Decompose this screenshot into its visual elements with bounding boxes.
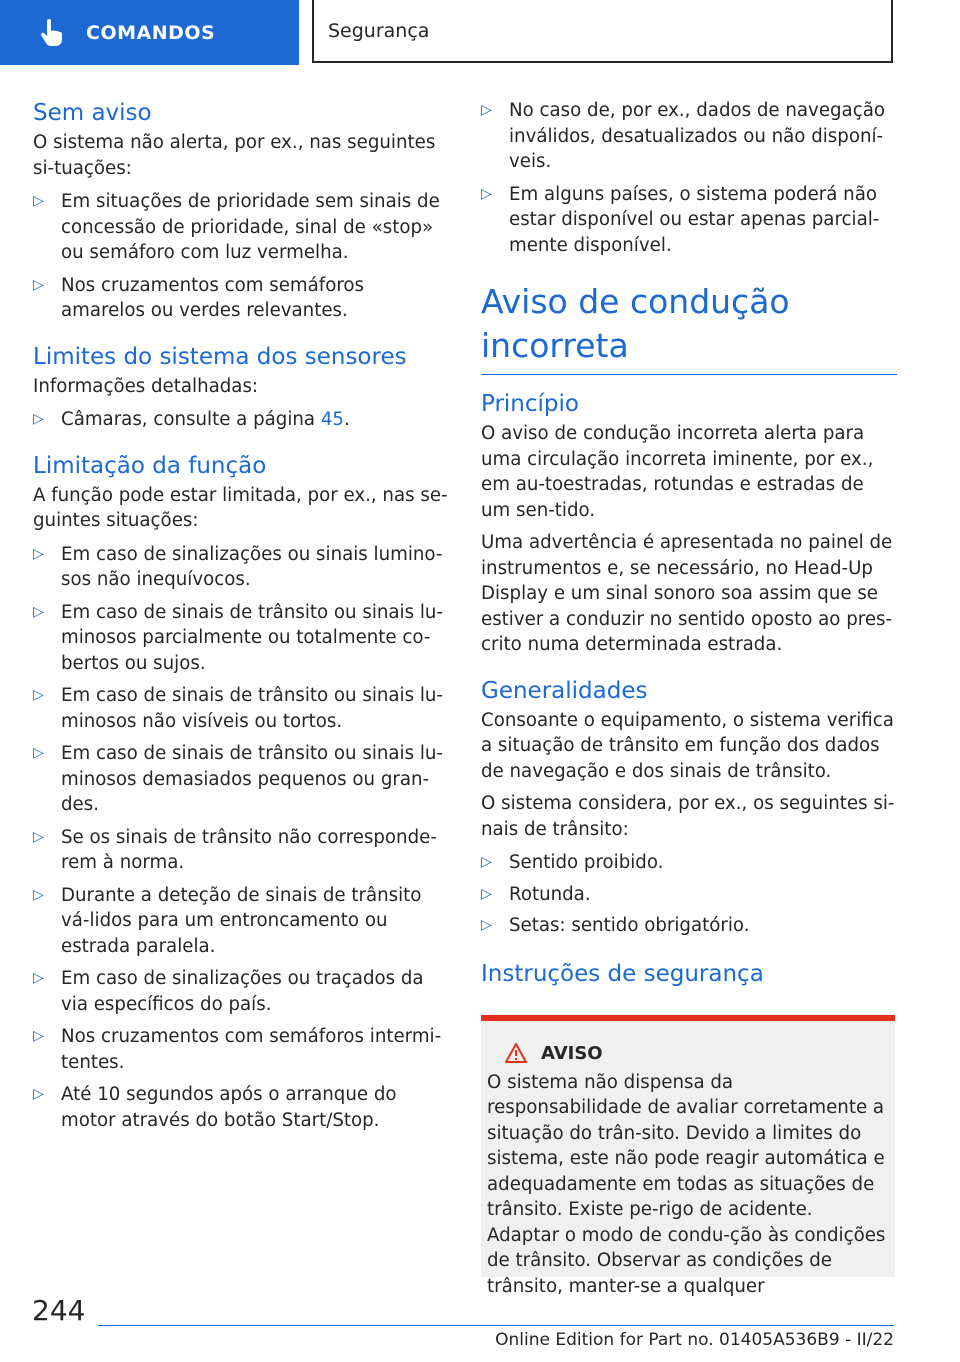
list-item: ▷ Câmaras, consulte a página 45. <box>33 407 449 433</box>
heading-sem-aviso: Sem aviso <box>33 100 152 126</box>
warning-text: O sistema não dispensa da responsabilidade de avaliar corretamente a situação do trân-sito. Devido a limites do sistema, este não pode reagir automática e adequadamente em todas as situações de trânsito. Existe pe-rigo de acidente. Adaptar o modo de condu-ção às condições de trânsito. Observar as condições de trânsito, manter-se a qualquer <box>487 1071 886 1297</box>
list-item: ▷ Em situações de prioridade sem sinais de concessão de prioridade, sinal de «stop» ou semáforo com luz vermelha. <box>33 191 440 263</box>
triangle-bullet-icon: ▷ <box>33 603 44 620</box>
triangle-bullet-icon: ▷ <box>33 828 44 845</box>
heading-limites: Limites do sistema dos sensores <box>33 343 407 370</box>
triangle-bullet-icon: ▷ <box>481 102 492 118</box>
hand-pointer-icon <box>40 19 64 47</box>
heading-limitacao: Limitação da função <box>33 452 267 479</box>
triangle-bullet-icon: ▷ <box>33 545 44 562</box>
list-item: ▷ Durante a deteção de sinais de trânsito vá-lidos para um entroncamento ou estrada paralela. <box>33 884 422 957</box>
triangle-bullet-icon: ▷ <box>33 411 44 427</box>
page-link[interactable]: 45 <box>320 409 345 430</box>
heading-principio: Princípio <box>481 391 579 417</box>
triangle-bullet-icon: ▷ <box>481 185 492 202</box>
heading-instrucoes: Instruções de segurança <box>481 960 764 987</box>
list-item: ▷ Nos cruzamentos com semáforos amarelos ou verdes relevantes. <box>33 274 364 321</box>
list-item: ▷ Setas: sentido obrigatório. <box>481 913 897 939</box>
list-item: ▷ Em caso de sinais de trânsito ou sinais lu-minosos parcialmente ou totalmente co-bertos ou sujos. <box>33 601 443 674</box>
paragraph: Consoante o equipamento, o sistema verifica a situação de trânsito em função dos dados de navegação e dos sinais de trânsito. <box>481 709 894 782</box>
triangle-bullet-icon: ▷ <box>33 1086 44 1102</box>
list-item: ▷ Sentido proibido. <box>481 850 897 876</box>
header-tab-comandos[interactable] <box>0 0 299 65</box>
main-heading: Aviso de condução incorreta <box>481 280 897 375</box>
list-item: ▷ Em caso de sinais de trânsito ou sinais lu-minosos não visíveis ou tortos. <box>33 685 443 732</box>
warning-title: AVISO <box>541 1042 603 1064</box>
warning-triangle-icon <box>505 1043 527 1063</box>
list-item: ▷ Em alguns países, o sistema poderá não estar disponível ou estar apenas parcial-mente disponível. <box>481 183 880 256</box>
triangle-bullet-icon: ▷ <box>481 917 492 933</box>
triangle-bullet-icon: ▷ <box>33 1028 44 1044</box>
list-item: ▷ Em caso de sinais de trânsito ou sinais lu-minosos demasiados pequenos ou gran-des. <box>33 743 443 815</box>
paragraph: O sistema considera, por ex., os seguintes si-nais de trânsito: <box>481 793 895 840</box>
header-section-title: Segurança <box>312 0 893 63</box>
list-item: ▷ Nos cruzamentos com semáforos intermi-tentes. <box>33 1026 442 1073</box>
paragraph: O aviso de condução incorreta alerta para uma circulação incorreta iminente, por ex., em au-toestradas, rotundas e estradas de um sen-tido. <box>481 423 874 521</box>
paragraph: A função pode estar limitada, por ex., nas se-guintes situações: <box>33 484 448 531</box>
triangle-bullet-icon: ▷ <box>33 886 44 903</box>
warning-box <box>481 1015 895 1297</box>
page-number: 244 <box>32 1294 86 1327</box>
triangle-bullet-icon: ▷ <box>33 193 44 209</box>
footer-edition: Online Edition for Part no. 01405A536B9 - II/22 <box>495 1330 894 1350</box>
list-item: ▷ Em caso de sinalizações ou sinais lumino-sos não inequívocos. <box>33 543 443 590</box>
triangle-bullet-icon: ▷ <box>33 745 44 761</box>
paragraph: Uma advertência é apresentada no painel de instrumentos e, se necessário, no Head-Up Display e um sinal sonoro soa assim que se estiver a conduzir no sentido oposto ao pres-crito numa determinada estrada. <box>481 532 893 655</box>
triangle-bullet-icon: ▷ <box>481 885 492 902</box>
paragraph: Informações detalhadas: <box>33 375 259 397</box>
list-item: ▷ Se os sinais de trânsito não corresponde-rem à norma. <box>33 826 437 873</box>
triangle-bullet-icon: ▷ <box>33 276 44 293</box>
left-column <box>33 98 449 1133</box>
heading-generalidades: Generalidades <box>481 677 648 704</box>
triangle-bullet-icon: ▷ <box>33 970 44 986</box>
header-tab-label: COMANDOS <box>86 21 216 44</box>
list-item: ▷ Em caso de sinalizações ou traçados da via específicos do país. <box>33 968 424 1015</box>
right-column <box>481 98 897 1297</box>
paragraph: O sistema não alerta, por ex., nas seguintes si-tuações: <box>33 132 436 179</box>
triangle-bullet-icon: ▷ <box>481 854 492 870</box>
list-item: ▷ Rotunda. <box>481 882 897 908</box>
triangle-bullet-icon: ▷ <box>33 687 44 703</box>
footer-divider <box>98 1325 894 1326</box>
list-item: ▷ Até 10 segundos após o arranque do motor através do botão Start/Stop. <box>33 1084 397 1131</box>
list-item: ▷ No caso de, por ex., dados de navegação inválidos, desatualizados ou não disponí-veis. <box>481 100 885 172</box>
